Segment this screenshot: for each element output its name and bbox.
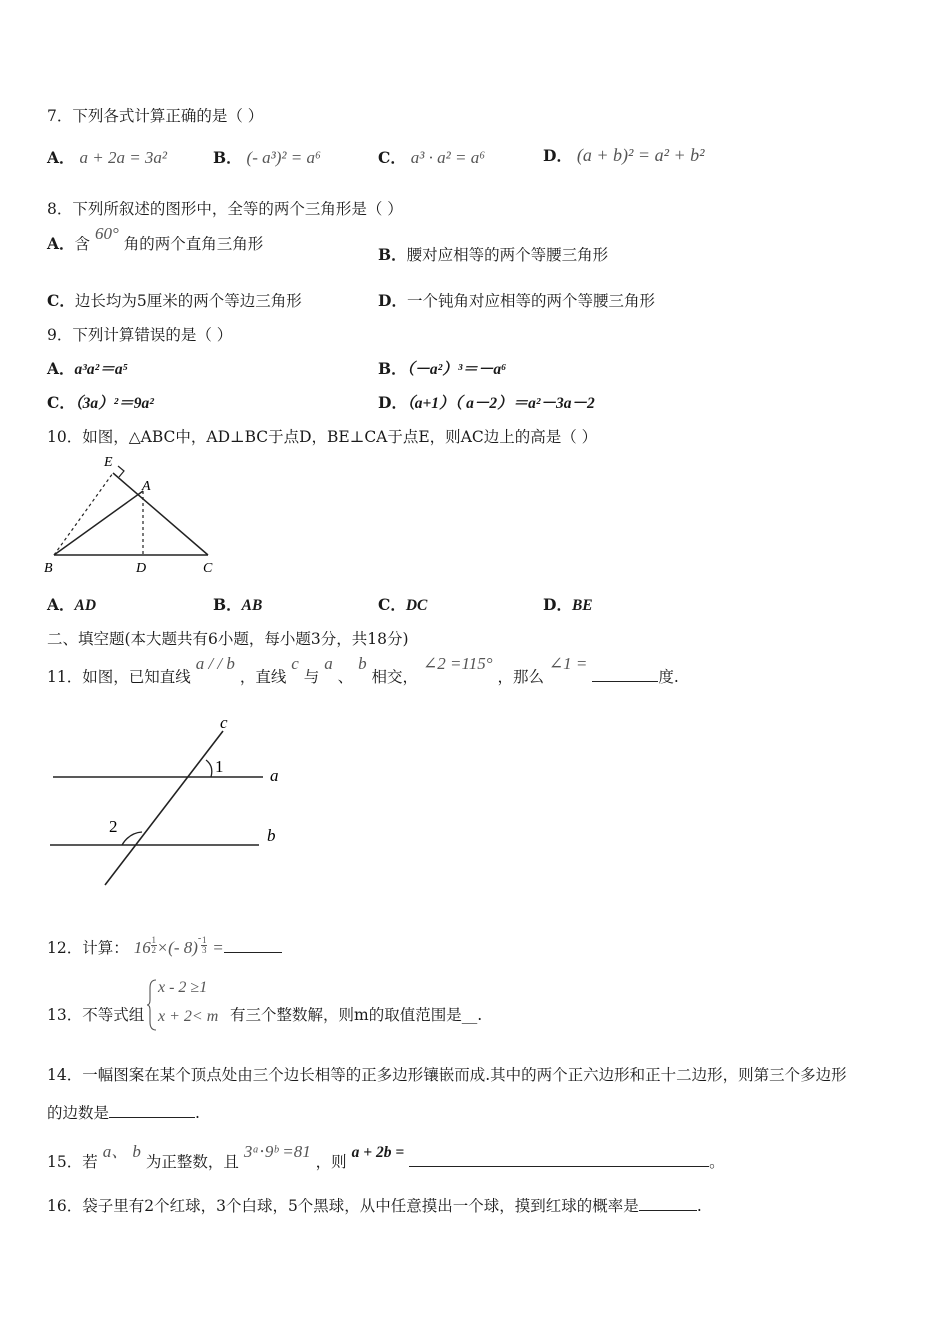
- q11-answer-blank[interactable]: [592, 667, 658, 682]
- q15-t2: 为正整数，且: [145, 1153, 239, 1171]
- q12-exp1-den: 2: [151, 945, 156, 955]
- q10-option-b-label: B．: [213, 595, 242, 614]
- q16-line: 16．袋子里有2个红球，3个白球，5个黑球，从中任意摸出一个球，摸到红球的概率是 .: [47, 1197, 702, 1215]
- q8-option-d-text: 一个钝角对应相等的两个等腰三角形: [406, 292, 655, 310]
- q11-e3: a: [324, 654, 333, 673]
- q11-e1: a / / b: [195, 654, 235, 673]
- q10-option-a-label: A．: [47, 595, 75, 614]
- q9-option-d-expr: （a+1）（ a－2）＝a²－3a－2: [406, 395, 595, 412]
- q8-option-b: [378, 243, 608, 265]
- q8-option-a: [47, 224, 264, 254]
- q8-option-c-text: 边长均为5厘米的两个等边三角形: [74, 292, 302, 310]
- segment-ba: [54, 491, 143, 555]
- label-b-line: b: [267, 826, 276, 845]
- q13-post: 有三个整数解，则m的取值范围是__.: [230, 1006, 483, 1024]
- q13-ineq-2: x + 2< m: [158, 1008, 219, 1025]
- angle-2-arc: [122, 832, 142, 845]
- q13-ineq-1: x - 2 ≥1: [158, 979, 208, 996]
- q9-option-c: [47, 391, 154, 413]
- q8-option-c-label: C．: [47, 291, 75, 310]
- q7-option-b: [213, 146, 321, 168]
- q10-option-d-label: D．: [543, 595, 572, 614]
- q9-option-a: [47, 357, 128, 379]
- q11-e6: ∠1 =: [548, 654, 588, 673]
- q13-brace: [146, 978, 158, 1032]
- label-b: B: [44, 561, 53, 576]
- q8-option-d-label: D．: [378, 291, 407, 310]
- q8-stem: 8．下列所叙述的图形中，全等的两个三角形是（ ）: [47, 200, 403, 218]
- q7-option-c-label: C．: [378, 148, 406, 167]
- q11-t2: ，直线: [239, 668, 287, 686]
- q11-t1: 如图，已知直线: [82, 668, 191, 686]
- segment-be-dashed: [54, 473, 113, 555]
- right-angle-mark: [118, 466, 124, 477]
- label-c-line: c: [220, 713, 228, 732]
- label-a-line: a: [270, 766, 279, 785]
- q12-exp2-num: 1: [202, 935, 207, 945]
- q10-option-b: [213, 593, 262, 615]
- q8-option-a-expr: 60°: [94, 224, 119, 243]
- angle-1-arc: [206, 760, 212, 777]
- q12-exp2-den: 3: [202, 945, 207, 955]
- q9-option-b: [378, 357, 507, 379]
- q10-option-d-text: BE: [571, 597, 593, 614]
- q15-answer-blank[interactable]: [409, 1152, 709, 1167]
- q15-num: 15．: [47, 1153, 83, 1171]
- q15-t3: ，则: [315, 1153, 347, 1171]
- q10-option-b-text: AB: [241, 597, 263, 614]
- q8-option-a-label: A．: [47, 234, 75, 253]
- label-d: D: [136, 561, 147, 576]
- q7-option-d: [543, 144, 705, 166]
- q9-option-c-expr: （3a）²＝9a²: [74, 395, 154, 412]
- q12-base: 16: [133, 938, 151, 957]
- q7-option-c-expr: a³ · a² = a⁶: [410, 148, 486, 167]
- label-c: C: [203, 561, 213, 576]
- q11-line: [47, 654, 679, 687]
- q10-option-c-label: C．: [378, 595, 406, 614]
- label-e: E: [104, 455, 113, 470]
- q12-exponent-2: [201, 936, 207, 955]
- q7-stem: 7．下列各式计算正确的是（ ）: [47, 107, 264, 125]
- q9-option-d-label: D．: [378, 393, 407, 412]
- q12-mid: ×(- 8): [156, 938, 198, 957]
- q10-triangle-figure: [40, 450, 230, 578]
- q12-answer-blank[interactable]: [224, 938, 282, 953]
- q15-e3: a + 2b =: [351, 1144, 405, 1161]
- q15-line: [47, 1142, 725, 1172]
- q10-stem: 10．如图，△ABC中，AD⊥BC于点D，BE⊥CA于点E，则AC边上的高是（ ）: [47, 428, 598, 446]
- q7-option-d-label: D．: [543, 146, 572, 165]
- q7-option-a-label: A．: [47, 148, 75, 167]
- q13-line: [47, 1003, 144, 1025]
- q14-line-1: 14．一幅图案在某个顶点处由三个边长相等的正多边形镶嵌而成.其中的两个正六边形和正十二边形，则第三个多边形: [47, 1066, 847, 1084]
- label-a: A: [142, 479, 151, 494]
- q8-option-a-pre: 含: [74, 235, 91, 253]
- q12-exp1-num: 1: [151, 935, 156, 945]
- section-2-title: 二、填空题(本大题共有6小题，每小题3分，共18分): [47, 630, 409, 648]
- q11-parallel-lines-figure: [45, 708, 290, 890]
- q12-line: [47, 933, 282, 958]
- q8-option-b-text: 腰对应相等的两个等腰三角形: [406, 246, 609, 264]
- line-c: [105, 731, 223, 885]
- q16-text: 16．袋子里有2个红球，3个白球，5个黑球，从中任意摸出一个球，摸到红球的概率是: [47, 1197, 639, 1215]
- q11-t4: 、: [337, 668, 354, 686]
- q10-option-c: [378, 593, 427, 615]
- q14-line2-text: 的边数是: [47, 1104, 110, 1122]
- q7-option-a: [47, 146, 167, 168]
- q11-t6: ，那么: [497, 668, 544, 686]
- q7-option-d-expr: (a + b)² = a² + b²: [576, 145, 705, 165]
- q11-t5: 相交，: [371, 668, 419, 686]
- q11-t3: 与: [303, 668, 320, 686]
- q10-option-c-text: DC: [405, 597, 428, 614]
- q16-answer-blank[interactable]: [639, 1196, 697, 1211]
- q7-option-a-expr: a + 2a = 3a²: [79, 148, 168, 167]
- q12-num: 12．: [47, 939, 83, 957]
- label-angle-2: 2: [109, 817, 118, 836]
- q14-line-2: 的边数是 .: [47, 1104, 200, 1122]
- q8-option-b-label: B．: [378, 245, 407, 264]
- q11-t7: 度.: [658, 668, 679, 686]
- q13-pre: 不等式组: [82, 1006, 145, 1024]
- q10-option-d: [543, 593, 593, 615]
- q10-option-a: [47, 593, 96, 615]
- q9-option-b-label: B．: [378, 359, 407, 378]
- q11-e4: b: [358, 654, 367, 673]
- q9-option-b-expr: （－a²）³＝－a⁶: [406, 361, 507, 378]
- q10-option-a-text: AD: [74, 597, 97, 614]
- q12-text: 计算：: [82, 939, 129, 957]
- q11-e2: c: [291, 654, 299, 673]
- q9-option-a-expr: a³a²＝a⁵: [74, 361, 128, 378]
- q7-option-c: [378, 146, 485, 168]
- segment-ec: [113, 473, 208, 555]
- q13-num: 13．: [47, 1006, 83, 1024]
- q7-option-b-expr: (- a³)² = a⁶: [246, 148, 321, 167]
- q9-stem: 9．下列计算错误的是（ ）: [47, 326, 233, 344]
- q9-option-d: [378, 391, 595, 413]
- label-angle-1: 1: [215, 757, 224, 776]
- q7-option-b-label: B．: [213, 148, 242, 167]
- q8-option-a-post: 角的两个直角三角形: [123, 235, 264, 253]
- q9-option-c-label: C．: [47, 393, 75, 412]
- q15-t1: 若: [82, 1153, 98, 1171]
- q15-t4: 。: [709, 1153, 725, 1171]
- q11-e5: ∠2 =115°: [423, 654, 493, 673]
- q8-option-d: [378, 289, 655, 311]
- q12-eq: =: [212, 938, 224, 957]
- q15-e1: a、 b: [102, 1142, 141, 1161]
- q11-num: 11．: [47, 668, 83, 686]
- q9-option-a-label: A．: [47, 359, 75, 378]
- q8-option-c: [47, 289, 302, 311]
- q15-e2: 3ᵃ⋅9ᵇ =81: [243, 1142, 311, 1161]
- q12-exp2-sign: -: [197, 933, 202, 944]
- q14-answer-blank[interactable]: [109, 1103, 195, 1118]
